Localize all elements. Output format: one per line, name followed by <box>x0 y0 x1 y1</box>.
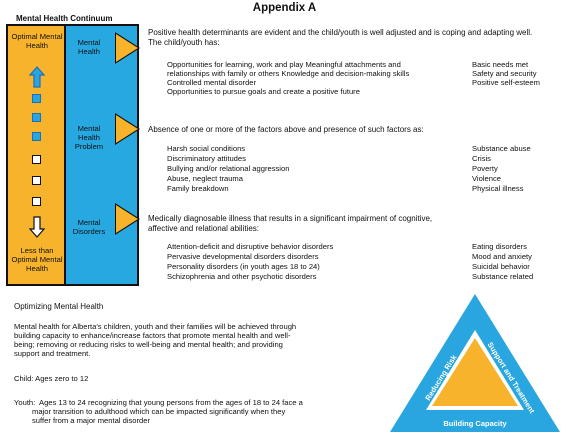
continuum-square-blue <box>32 132 41 141</box>
continuum-title: Mental Health Continuum <box>16 14 113 23</box>
optimizing-paragraph-line: building capacity to enhance/increase factors that promote mental health and well- <box>14 331 291 340</box>
list-item: Poverty <box>472 164 498 173</box>
list-item: Substance abuse <box>472 144 531 153</box>
list-item: Physical illness <box>472 184 524 193</box>
optimizing-paragraph-line: being; removing or reducing risks to well-being and mental health; and providing <box>14 340 283 349</box>
list-item: Positive self-esteem <box>472 78 540 87</box>
list-item: Opportunities to pursue goals and create a positive future <box>167 87 360 96</box>
optimizing-title: Optimizing Mental Health <box>14 302 104 311</box>
triangle-bottom-label: Building Capacity <box>443 419 507 428</box>
continuum-square-blue <box>32 94 41 103</box>
list-item: Schizophrenia and other psychotic disorders <box>167 272 317 281</box>
list-item: Eating disorders <box>472 242 527 251</box>
child-label: Child: <box>14 374 34 383</box>
youth-line: major transition to adulthood which can be impacted significantly when they <box>32 407 286 416</box>
list-item: Crisis <box>472 154 491 163</box>
list-item: Substance related <box>472 272 534 281</box>
arrow-up-icon <box>29 66 45 88</box>
page-title: Appendix A <box>252 2 317 14</box>
less-than-optimal-label: Less than Optimal Mental Health <box>11 246 63 273</box>
label-mental-health-problem: Mental Health Problem <box>74 124 104 151</box>
continuum-square-white <box>32 176 41 185</box>
optimizing-paragraph-line: support and treatment. <box>14 349 91 358</box>
child-row <box>14 374 88 383</box>
list-item: Basic needs met <box>472 60 529 69</box>
continuum-square-blue <box>32 113 41 122</box>
list-item: Discriminatory attitudes <box>167 154 246 163</box>
triangle-right-label: Support and Treatment <box>485 340 537 415</box>
list-item: Harsh social conditions <box>167 144 246 153</box>
pointer-mental-health-problem <box>116 115 138 143</box>
list-item: Family breakdown <box>167 184 229 193</box>
list-item: Controlled mental disorder <box>167 78 257 87</box>
continuum-blue-column <box>66 26 137 284</box>
youth-line: Ages 13 to 24 recognizing that young persons from the ages of 18 to 24 face a <box>39 398 303 407</box>
section-heading: Medically diagnosable illness that results in a significant impairment of cognitive, <box>148 214 433 223</box>
pointer-mental-health <box>116 34 138 62</box>
optimizing-paragraph-line: Mental health for Alberta's children, youth and their families will be achieved through <box>14 322 297 331</box>
section-heading: Absence of one or more of the factors above and presence of such factors as: <box>148 125 424 134</box>
section-heading: Positive health determinants are evident and the child/youth is well adjusted and is coping and adapting well. <box>148 28 533 37</box>
list-item: relationships with family or others Knowledge and decision-making skills <box>167 69 410 78</box>
section-subheading: affective and relational abilities: <box>148 224 260 233</box>
triangle-left-label: Reducing Risk <box>423 353 459 403</box>
capacity-triangle <box>386 290 564 436</box>
list-item: Abuse, neglect trauma <box>167 174 243 183</box>
pointer-mental-disorders <box>116 205 138 233</box>
label-mental-disorders: Mental Disorders <box>72 218 106 236</box>
list-item: Personality disorders (in youth ages 18 to 24) <box>167 262 320 271</box>
child-text: Ages zero to 12 <box>35 374 89 383</box>
label-mental-health: Mental Health <box>77 38 101 56</box>
youth-label: Youth: <box>14 398 36 407</box>
continuum-square-white <box>32 155 41 164</box>
list-item: Mood and anxiety <box>472 252 532 261</box>
list-item: Violence <box>472 174 501 183</box>
optimal-label: Optimal Mental Health <box>11 32 63 50</box>
continuum-square-white <box>32 197 41 206</box>
arrow-down-icon <box>29 216 45 238</box>
list-item: Safety and security <box>472 69 537 78</box>
list-item: Suicidal behavior <box>472 262 530 271</box>
list-item: Opportunities for learning, work and play Meaningful attachments and <box>167 60 401 69</box>
list-item: Bullying and/or relational aggression <box>167 164 290 173</box>
section-subheading: The child/youth has: <box>148 38 220 47</box>
list-item: Attention-deficit and disruptive behavior disorders <box>167 242 334 251</box>
list-item: Pervasive developmental disorders disorders <box>167 252 319 261</box>
youth-line: suffer from a major mental disorder <box>32 416 151 425</box>
